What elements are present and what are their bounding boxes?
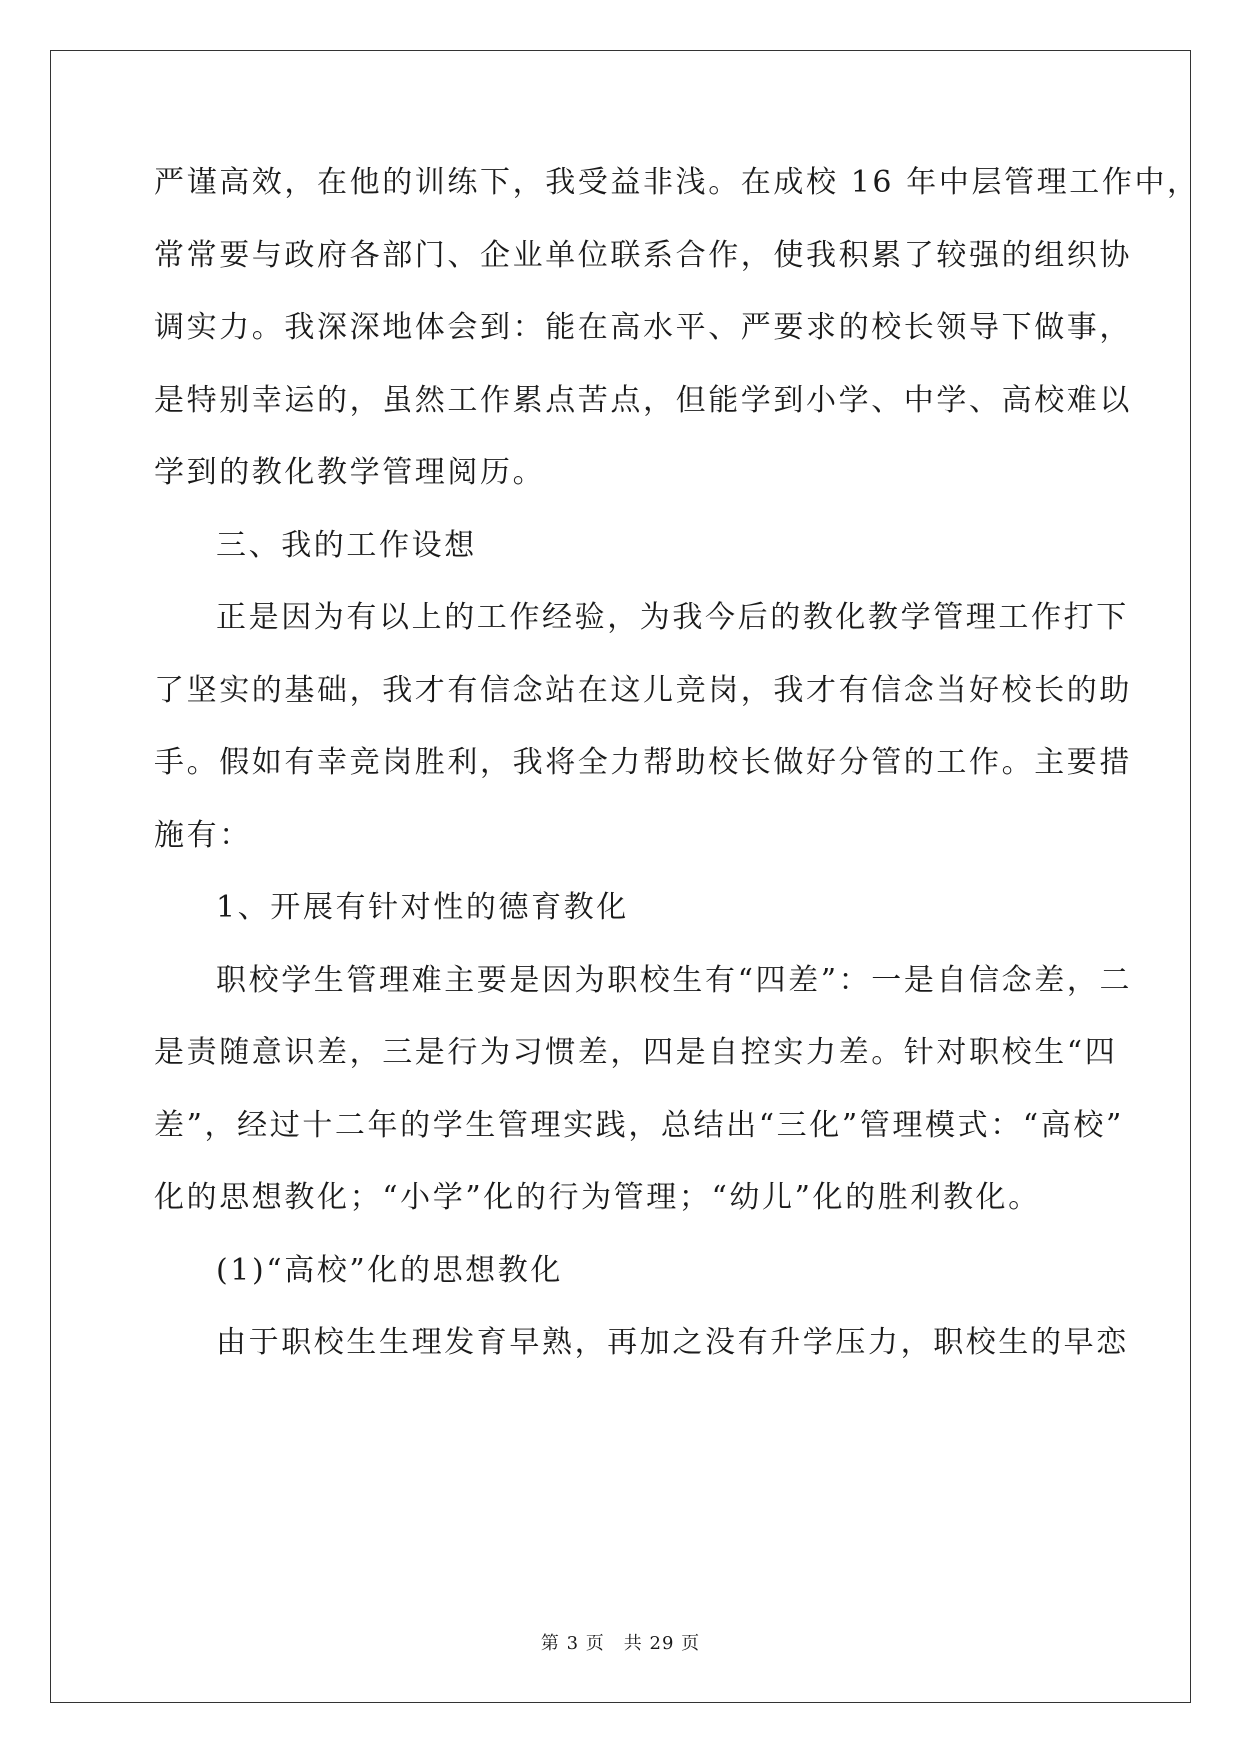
text-line: 常常要与政府各部门、企业单位联系合作，使我积累了较强的组织协	[154, 238, 1132, 273]
section-heading: 三、我的工作设想	[216, 528, 477, 563]
text-line: 手。假如有幸竞岗胜利，我将全力帮助校长做好分管的工作。主要措	[154, 745, 1132, 780]
text-line: 化的思想教化；“小学”化的行为管理；“幼儿”化的胜利教化。	[154, 1180, 1041, 1215]
text-line: 是特别幸运的，虽然工作累点苦点，但能学到小学、中学、高校难以	[154, 383, 1132, 418]
text-line: 了坚实的基础，我才有信念站在这儿竞岗，我才有信念当好校长的助	[154, 673, 1132, 708]
text-line: 严谨高效，在他的训练下，我受益非浅。在成校 16 年中层管理工作中，	[154, 165, 1200, 200]
text-line: 由于职校生生理发育早熟，再加之没有升学压力，职校生的早恋	[216, 1325, 1129, 1360]
page-border	[50, 50, 1191, 1703]
text-line: 差”，经过十二年的学生管理实践，总结出“三化”管理模式：“高校”	[154, 1108, 1124, 1143]
text-line: 学到的教化教学管理阅历。	[154, 455, 546, 490]
text-line: 是责随意识差，三是行为习惯差，四是自控实力差。针对职校生“四	[154, 1035, 1118, 1070]
text-line: 施有：	[154, 818, 252, 853]
text-line: 调实力。我深深地体会到：能在高水平、严要求的校长领导下做事，	[154, 310, 1132, 345]
text-line: 正是因为有以上的工作经验，为我今后的教化教学管理工作打下	[216, 600, 1129, 635]
page-number: 第 3 页 共 29 页	[540, 1633, 701, 1654]
text-line: 职校学生管理难主要是因为职校生有“四差”：一是自信念差，二	[216, 963, 1133, 998]
subsection-heading: (1)“高校”化的思想教化	[216, 1253, 563, 1288]
subsection-heading: 1、开展有针对性的德育教化	[216, 890, 629, 925]
